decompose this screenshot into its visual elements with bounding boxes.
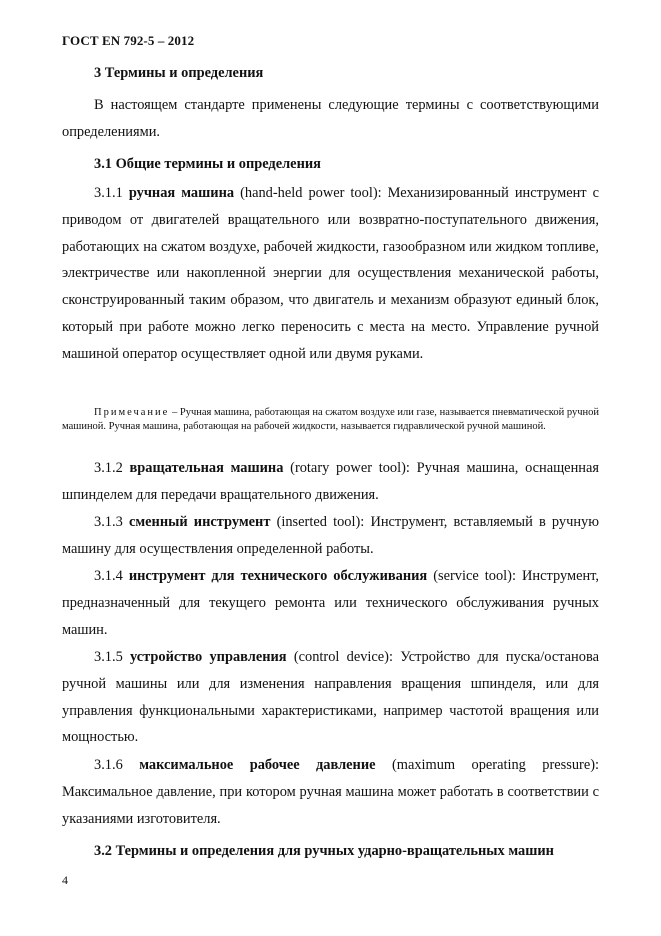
page-number: 4 bbox=[62, 873, 68, 887]
term-name: устройство управления bbox=[130, 649, 287, 665]
term-3-1-4 bbox=[62, 563, 599, 643]
term-name: инструмент для технического обслуживания bbox=[128, 568, 428, 584]
term-english: (control device): bbox=[293, 649, 393, 665]
term-number: 3.1.6 bbox=[94, 757, 123, 773]
section-3-title: 3 Термины и определения bbox=[94, 65, 264, 81]
document-header: ГОСТ EN 792-5 – 2012 bbox=[62, 33, 195, 48]
term-number: 3.1.5 bbox=[94, 649, 123, 665]
term-name: ручная машина bbox=[128, 185, 235, 201]
term-definition: Устройство для пуска/останова ручной машины или для изменения направления вращения шпинделя, или для управления функциональными характеристиками, например частотой вращения или мощностью. bbox=[62, 649, 599, 746]
term-definition: Максимальное давление, при котором ручная машина может работать в соответствии с указаниями изготовителя. bbox=[62, 783, 599, 827]
term-number: 3.1.2 bbox=[94, 460, 123, 476]
term-3-1-2 bbox=[62, 455, 599, 509]
term-english: (maximum operating pressure): bbox=[391, 757, 600, 773]
term-name: максимальное рабочее давление bbox=[139, 757, 376, 773]
term-number: 3.1.4 bbox=[94, 568, 123, 584]
section-3-1-title: 3.1 Общие термины и определения bbox=[94, 156, 321, 172]
section-3-intro: В настоящем стандарте применены следующие термины с соответствующими определениями. bbox=[62, 97, 599, 140]
term-english: (rotary power tool): bbox=[290, 460, 410, 476]
note-label: Примечание bbox=[94, 407, 170, 418]
term-3-1-3 bbox=[62, 509, 599, 563]
term-english: (inserted tool): bbox=[276, 514, 365, 530]
section-3-2-title: 3.2 Термины и определения для ручных ударно-вращательных машин bbox=[94, 843, 554, 859]
term-3-1-5 bbox=[62, 644, 599, 751]
term-definition: Инструмент, предназначенный для текущего ремонта или технического обслуживания ручных машин. bbox=[62, 568, 599, 638]
term-number: 3.1.3 bbox=[94, 514, 123, 530]
term-definition: Ручная машина, оснащенная шпинделем для передачи вращательного движения. bbox=[62, 460, 599, 503]
term-number: 3.1.1 bbox=[94, 185, 123, 201]
term-definition: Механизированный инструмент с приводом от двигателей вращательного или возвратно-поступательного движения, работающих на сжатом воздухе, рабочей жидкости, газообразном или жидком топливе, электричестве или накопленной энергии для осуществления механической работы, сконструированный таким образом, что двигатель и механизм образуют единый блок, который при работе можно легко переносить с места на место. Управление ручной машиной оператор осуществляет одной или двумя руками. bbox=[62, 185, 599, 362]
term-name: сменный инструмент bbox=[128, 514, 271, 530]
term-3-1-6 bbox=[62, 752, 599, 832]
term-3-1-1 bbox=[62, 180, 599, 368]
note-text: – Ручная машина, работающая на сжатом воздухе или газе, называется пневматической ручной машиной. Ручная машина, работающая на рабочей жидкости, называется гидравлической ручной машиной. bbox=[62, 407, 599, 432]
term-name: вращательная машина bbox=[129, 460, 284, 476]
term-english: (hand-held power tool): bbox=[240, 185, 382, 201]
note bbox=[62, 406, 599, 434]
term-english: (service tool): bbox=[433, 568, 516, 584]
term-definition: Инструмент, вставляемый в ручную машину для осуществления определенной работы. bbox=[62, 514, 599, 557]
